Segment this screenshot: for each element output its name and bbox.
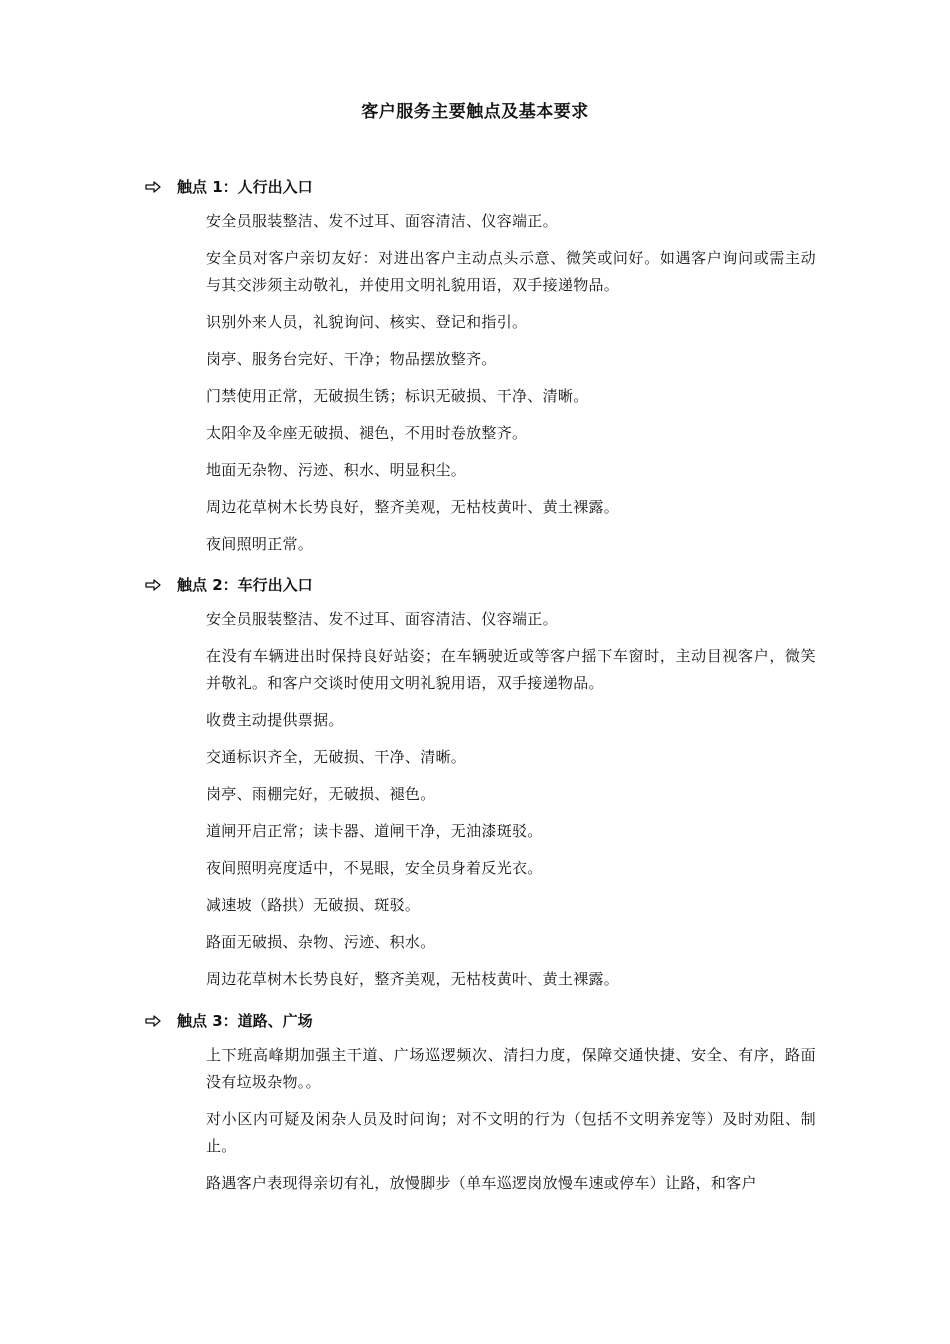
section-heading — [0, 174, 950, 200]
section-heading-text: 触点 2：车行出入口 — [177, 576, 313, 594]
requirement-item: 门禁使用正常，无破损生锈；标识无破损、干净、清晰。 — [206, 387, 589, 405]
requirement-item: 对小区内可疑及闲杂人员及时问询；对不文明的行为（包括不文明养宠等）及时劝阻、制止。 — [206, 1110, 816, 1155]
requirement-item: 夜间照明正常。 — [206, 535, 314, 553]
section-heading — [0, 1008, 950, 1034]
requirement-item: 收费主动提供票据。 — [206, 711, 344, 729]
requirement-item: 安全员服装整洁、发不过耳、面容清洁、仪容端正。 — [206, 212, 558, 230]
section-touchpoint-1 — [0, 174, 950, 558]
requirement-item: 道闸开启正常；读卡器、道闸干净，无油漆斑驳。 — [206, 822, 543, 840]
requirement-item: 太阳伞及伞座无破损、褪色，不用时卷放整齐。 — [206, 424, 528, 442]
requirement-item: 周边花草树木长势良好，整齐美观，无枯枝黄叶、黄土裸露。 — [206, 970, 620, 988]
section-touchpoint-2 — [0, 572, 950, 993]
requirement-item: 路面无破损、杂物、污迹、积水。 — [206, 933, 436, 951]
requirement-item: 地面无杂物、污迹、积水、明显积尘。 — [206, 461, 467, 479]
document-title: 客户服务主要触点及基本要求 — [361, 102, 589, 122]
section-heading-text: 触点 3：道路、广场 — [177, 1012, 313, 1030]
arrow-bullet-icon — [145, 1008, 163, 1034]
requirement-item: 岗亭、服务台完好、干净；物品摆放整齐。 — [206, 350, 497, 368]
requirement-item: 交通标识齐全，无破损、干净、清晰。 — [206, 748, 467, 766]
requirement-item: 安全员对客户亲切友好：对进出客户主动点头示意、微笑或问好。如遇客户询问或需主动与其交涉须主动敬礼，并使用文明礼貌用语，双手接递物品。 — [206, 249, 816, 294]
requirement-item: 上下班高峰期加强主干道、广场巡逻频次、清扫力度，保障交通快捷、安全、有序，路面没有垃圾杂物。。 — [206, 1046, 816, 1091]
requirement-item: 在没有车辆进出时保持良好站姿；在车辆驶近或等客户摇下车窗时，主动目视客户，微笑并敬礼。和客户交谈时使用文明礼貌用语，双手接递物品。 — [206, 647, 816, 692]
requirement-item: 岗亭、雨棚完好，无破损、褪色。 — [206, 785, 436, 803]
section-heading-text: 触点 1：人行出入口 — [177, 178, 313, 196]
requirement-item: 周边花草树木长势良好，整齐美观，无枯枝黄叶、黄土裸露。 — [206, 498, 620, 516]
arrow-bullet-icon — [145, 174, 163, 200]
requirement-item: 安全员服装整洁、发不过耳、面容清洁、仪容端正。 — [206, 610, 558, 628]
section-heading — [0, 572, 950, 598]
requirement-list — [206, 606, 816, 993]
section-touchpoint-3 — [0, 1008, 950, 1197]
arrow-bullet-icon — [145, 572, 163, 598]
requirement-list — [206, 208, 816, 558]
requirement-list — [206, 1042, 816, 1197]
requirement-item: 夜间照明亮度适中，不晃眼，安全员身着反光衣。 — [206, 859, 543, 877]
requirement-item: 路遇客户表现得亲切有礼，放慢脚步（单车巡逻岗放慢车速或停车）让路，和客户 — [206, 1174, 757, 1192]
requirement-item: 识别外来人员，礼貌询问、核实、登记和指引。 — [206, 313, 528, 331]
requirement-item: 减速坡（路拱）无破损、斑驳。 — [206, 896, 421, 914]
